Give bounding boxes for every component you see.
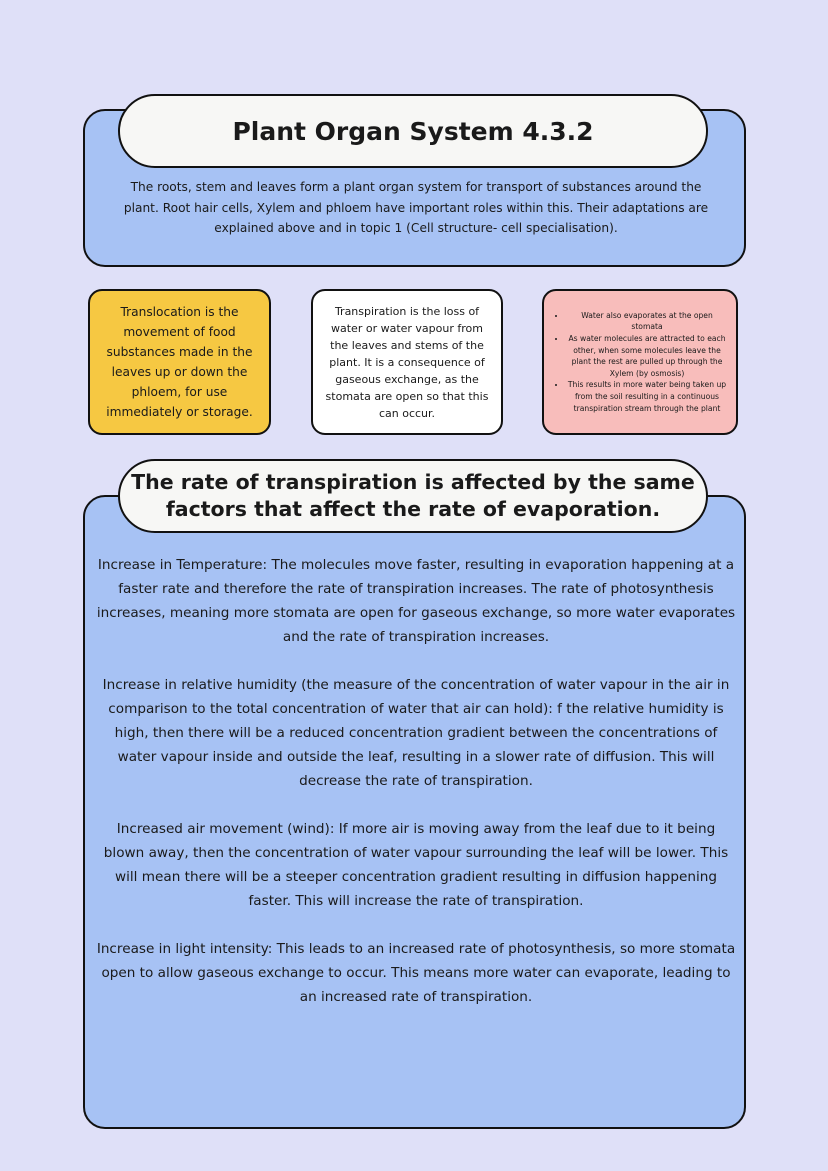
list-item: • As water molecules are attracted to each other, when some molecules leave the plant the rest are pulled up through the Xylem (by osmosis)	[566, 333, 728, 379]
transpiration-text: Transpiration is the loss of water or water vapour from the leaves and stems of the plant. It is a consequence of gaseous exchange, as the stomata are open so that this can occur.	[325, 304, 489, 420]
page-title: Plant Organ System 4.3.2	[118, 94, 708, 168]
list-item: • This results in more water being taken up from the soil resulting in a continuous transpiration stream through the plant	[566, 379, 728, 414]
factor-humidity: Increase in relative humidity (the measure of the concentration of water vapour in the air in comparison to the total concentration of water that air can hold): f the relative humidity is high, then there will be a reduced concentration gradient between the concentrations of water vapour inside and outside the leaf, resulting in a slower rate of diffusion. This will decrease the rate of transpiration.	[102, 677, 730, 789]
factors-title: The rate of transpiration is affected by the same factors that affect the rate of evaporation.	[118, 459, 708, 533]
list-item: • Water also evaporates at the open stomata	[566, 310, 728, 333]
water-evaporation-card	[542, 289, 738, 435]
factor-light-intensity: Increase in light intensity: This leads to an increased rate of photosynthesis, so more stomata open to allow gaseous exchange to occur. This means more water can evaporate, leading to an increased rate of transpiration.	[96, 941, 736, 1005]
factors-text	[96, 553, 736, 1033]
translocation-card	[88, 289, 271, 435]
factor-air-movement: Increased air movement (wind): If more air is moving away from the leaf due to it being blown away, then the concentration of water vapour surrounding the leaf will be lower. This will mean there will be a steeper concentration gradient resulting in diffusion happening faster. This will increase the rate of transpiration.	[103, 821, 729, 909]
factor-temperature: Increase in Temperature: The molecules move faster, resulting in evaporation happening at a faster rate and therefore the rate of transpiration increases. The rate of photosynthesis increases, meaning more stomata are open for gaseous exchange, so more water evaporates and the rate of transpiration increases.	[96, 557, 736, 645]
intro-text: The roots, stem and leaves form a plant organ system for transport of substances around the plant. Root hair cells, Xylem and phloem have important roles within this. Their adaptations are explained above and in topic 1 (Cell structure- cell specialisation).	[123, 180, 709, 235]
transpiration-card	[311, 289, 503, 435]
water-points-list	[552, 310, 728, 414]
translocation-text: Translocation is the movement of food substances made in the leaves up or down the phloem, for use immediately or storage.	[106, 305, 253, 419]
